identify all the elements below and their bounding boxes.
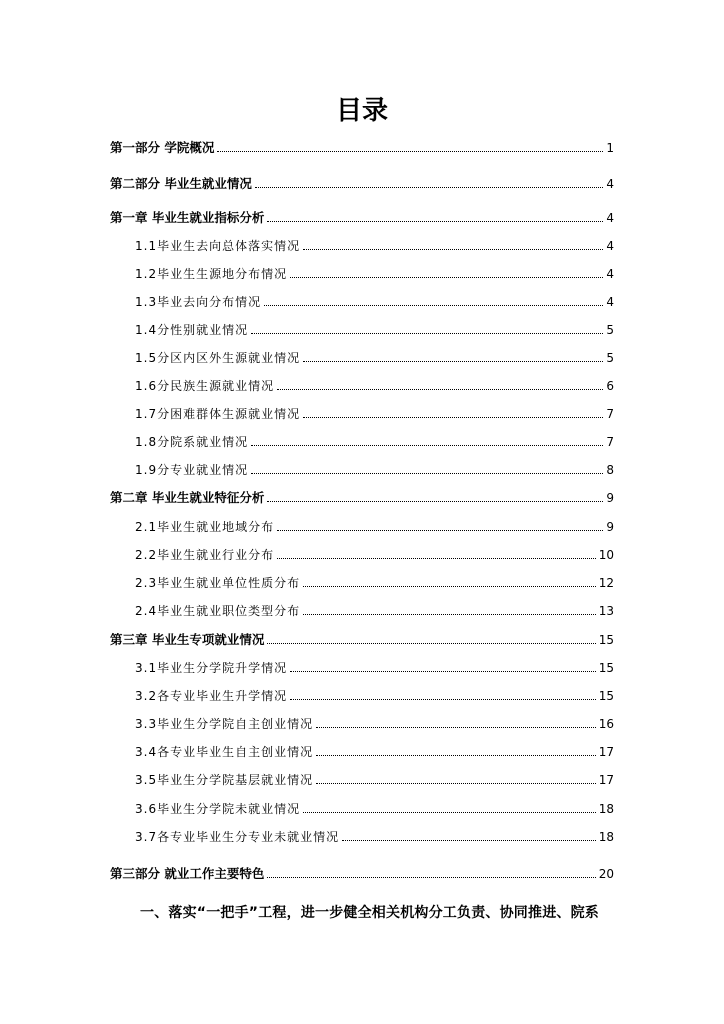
toc-entry-label: 2.3毕业生就业单位性质分布 (135, 576, 301, 590)
toc-entry-section[interactable] (135, 262, 614, 282)
toc-entry-part-1[interactable] (110, 136, 614, 156)
toc-entry-label: 3.2各专业毕业生升学情况 (135, 689, 288, 703)
toc-entry-section[interactable] (135, 684, 614, 704)
toc-page-number: 8 (606, 463, 614, 477)
toc-entry-label: 2.2毕业生就业行业分布 (135, 548, 275, 562)
dot-leader (264, 305, 603, 306)
toc-entry-section[interactable] (135, 797, 614, 817)
page-title: 目录 (335, 96, 388, 126)
dot-leader (267, 501, 603, 502)
toc-entry-section[interactable] (135, 571, 614, 591)
toc-entry-section[interactable] (135, 712, 614, 732)
toc-page-number: 16 (598, 717, 614, 731)
toc-entry-part-3[interactable] (110, 862, 614, 882)
toc-page-number: 7 (606, 435, 614, 449)
toc-entry-section[interactable] (135, 458, 614, 478)
toc-entry-section[interactable] (135, 543, 614, 563)
dot-leader (277, 389, 603, 390)
toc-entry-label: 2.1毕业生就业地域分布 (135, 520, 275, 534)
toc-entry-label: 1.9分专业就业情况 (135, 463, 249, 477)
dot-leader (290, 671, 596, 672)
toc-page-number: 13 (598, 604, 614, 618)
toc-entry-label: 3.6毕业生分学院未就业情况 (135, 802, 301, 816)
toc-entry-section[interactable] (135, 599, 614, 619)
toc-entry-section[interactable] (135, 656, 614, 676)
dot-leader (277, 558, 596, 559)
toc-entry-chapter-1[interactable] (110, 206, 614, 226)
toc-entry-section[interactable] (135, 768, 614, 788)
toc-page-number: 20 (598, 867, 614, 881)
toc-entry-label: 3.3毕业生分学院自主创业情况 (135, 717, 314, 731)
toc-page-number: 9 (606, 520, 614, 534)
toc-page-number: 4 (606, 177, 614, 191)
toc-page-number: 10 (598, 548, 614, 562)
toc-entry-section[interactable] (135, 740, 614, 760)
toc-page-number: 6 (606, 379, 614, 393)
toc-page-number: 4 (606, 239, 614, 253)
toc-page-number: 4 (606, 295, 614, 309)
toc-entry-label: 1.1毕业生去向总体落实情况 (135, 239, 301, 253)
toc-page-number: 1 (606, 141, 614, 155)
dot-leader (217, 151, 603, 152)
dot-leader (251, 445, 603, 446)
toc-entry-label: 1.6分民族生源就业情况 (135, 379, 275, 393)
toc-page-number: 7 (606, 407, 614, 421)
toc-page-number: 15 (598, 689, 614, 703)
toc-page-number: 5 (606, 323, 614, 337)
toc-entry-section[interactable] (135, 318, 614, 338)
dot-leader (255, 187, 604, 188)
dot-leader (316, 783, 596, 784)
toc-entry-label: 第三部分 就业工作主要特色 (110, 866, 265, 881)
dot-leader (303, 812, 596, 813)
dot-leader (316, 755, 596, 756)
toc-entry-label: 1.8分院系就业情况 (135, 435, 249, 449)
toc-page-number: 17 (598, 773, 614, 787)
dot-leader (251, 333, 603, 334)
toc-entry-section[interactable] (135, 430, 614, 450)
toc-entry-section[interactable] (135, 346, 614, 366)
dot-leader (277, 530, 603, 531)
toc-page-number: 4 (606, 267, 614, 281)
toc-page-number: 17 (598, 745, 614, 759)
toc-entry-section[interactable] (135, 290, 614, 310)
dot-leader (290, 277, 603, 278)
toc-entry-label: 第二部分 毕业生就业情况 (110, 176, 252, 191)
dot-leader (303, 361, 603, 362)
toc-entry-label: 3.5毕业生分学院基层就业情况 (135, 773, 314, 787)
toc-page-number: 18 (598, 802, 614, 816)
toc-entry-label: 第一章 毕业生就业指标分析 (110, 210, 265, 225)
body-paragraph: 一、落实“一把手”工程，进一步健全相关机构分工负责、协同推进、院系 (140, 905, 600, 921)
toc-page-number: 5 (606, 351, 614, 365)
toc-entry-label: 1.4分性别就业情况 (135, 323, 249, 337)
dot-leader (251, 473, 603, 474)
toc-entry-label: 1.7分困难群体生源就业情况 (135, 407, 301, 421)
toc-entry-section[interactable] (135, 515, 614, 535)
toc-entry-label: 第三章 毕业生专项就业情况 (110, 632, 265, 647)
dot-leader (316, 727, 596, 728)
dot-leader (267, 643, 595, 644)
toc-entry-section[interactable] (135, 234, 614, 254)
toc-entry-chapter-3[interactable] (110, 628, 614, 648)
dot-leader (303, 586, 596, 587)
dot-leader (290, 699, 596, 700)
toc-entry-label: 第二章 毕业生就业特征分析 (110, 490, 265, 505)
toc-entry-chapter-2[interactable] (110, 486, 614, 506)
toc-entry-label: 3.7各专业毕业生分专业未就业情况 (135, 830, 340, 844)
toc-page-number: 15 (598, 633, 614, 647)
toc-entry-part-2[interactable] (110, 172, 614, 192)
toc-page-number: 18 (598, 830, 614, 844)
toc-entry-label: 3.1毕业生分学院升学情况 (135, 661, 288, 675)
toc-entry-label: 2.4毕业生就业职位类型分布 (135, 604, 301, 618)
dot-leader (303, 417, 603, 418)
dot-leader (303, 249, 603, 250)
toc-entry-section[interactable] (135, 402, 614, 422)
toc-entry-label: 1.3毕业去向分布情况 (135, 295, 262, 309)
dot-leader (303, 614, 596, 615)
toc-entry-label: 1.2毕业生生源地分布情况 (135, 267, 288, 281)
toc-entry-label: 1.5分区内区外生源就业情况 (135, 351, 301, 365)
toc-entry-section[interactable] (135, 374, 614, 394)
toc-page-number: 15 (598, 661, 614, 675)
toc-entry-label: 3.4各专业毕业生自主创业情况 (135, 745, 314, 759)
toc-page-number: 9 (606, 491, 614, 505)
toc-entry-section[interactable] (135, 825, 614, 845)
dot-leader (342, 840, 596, 841)
toc-entry-label: 第一部分 学院概况 (110, 140, 215, 155)
dot-leader (267, 221, 603, 222)
toc-page-number: 4 (606, 211, 614, 225)
dot-leader (267, 877, 595, 878)
toc-page-number: 12 (598, 576, 614, 590)
